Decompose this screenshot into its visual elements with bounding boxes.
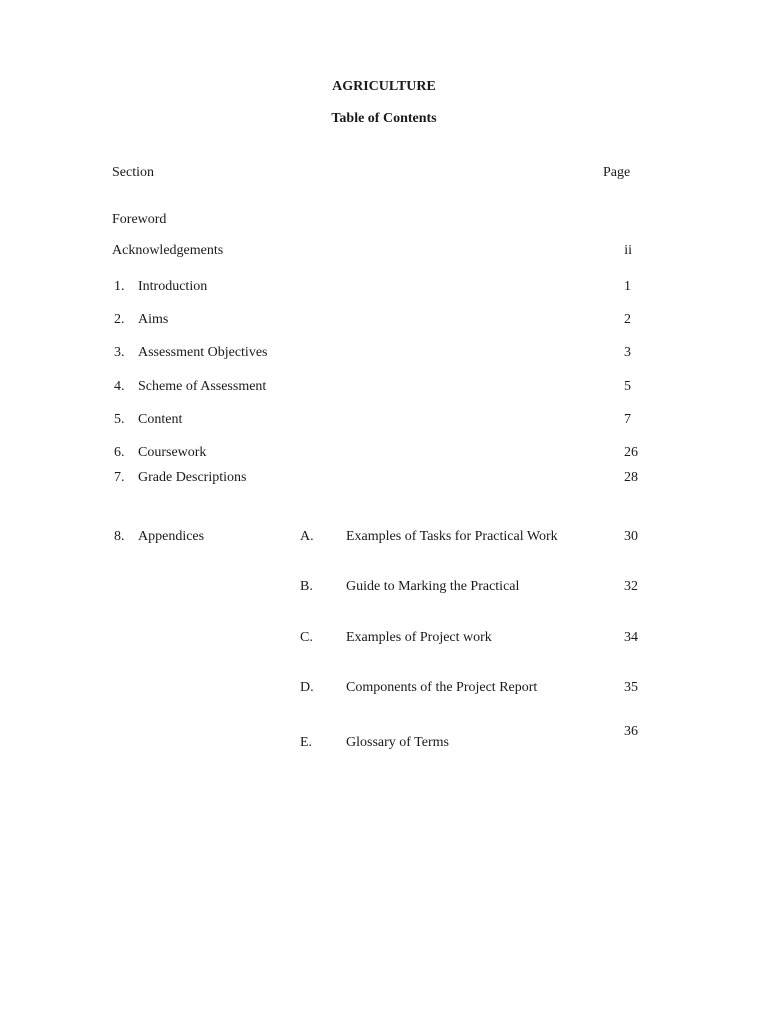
section-column-header: Section [112, 165, 154, 180]
appendix-page-a: 30 [624, 529, 638, 544]
toc-entry-label: Assessment Objectives [138, 345, 268, 360]
appendix-label-a: Examples of Tasks for Practical Work [346, 529, 558, 544]
toc-page-content: 7 [624, 412, 631, 427]
toc-entry-assessment-objectives [114, 344, 267, 362]
toc-entry-appendices [114, 528, 204, 546]
appendix-label-c: Examples of Project work [346, 630, 492, 645]
appendix-page-e: 36 [624, 724, 638, 739]
toc-page-grade-descriptions: 28 [624, 470, 638, 485]
toc-entry-number: 1. [114, 279, 125, 294]
toc-entry-number: 8. [114, 529, 125, 544]
toc-entry-label: Appendices [138, 529, 205, 544]
appendix-page-b: 32 [624, 579, 638, 594]
toc-entry-content [114, 411, 182, 429]
appendix-label-d: Components of the Project Report [346, 680, 538, 695]
toc-entry-label: Grade Descriptions [138, 470, 247, 485]
toc-page-coursework: 26 [624, 445, 638, 460]
toc-page-aims: 2 [624, 312, 631, 327]
appendix-letter-e: E. [300, 735, 313, 750]
toc-page-introduction: 1 [624, 279, 631, 294]
appendix-letter-a: A. [300, 529, 314, 544]
toc-entry-label: Aims [138, 312, 169, 327]
appendix-page-d: 35 [624, 680, 638, 695]
appendix-letter-b: B. [300, 579, 313, 594]
toc-entry-grade-descriptions [114, 469, 246, 487]
appendix-label-b: Guide to Marking the Practical [346, 579, 520, 594]
toc-page-acknowledgements: ii [624, 243, 632, 258]
toc-entry-scheme-of-assessment [114, 378, 266, 396]
toc-entry-label: Content [138, 412, 183, 427]
toc-entry-acknowledgements: Acknowledgements [112, 243, 224, 258]
document-subtitle: Table of Contents [331, 111, 437, 126]
toc-entry-number: 5. [114, 412, 125, 427]
toc-entry-foreword: Foreword [112, 212, 167, 227]
toc-entry-number: 2. [114, 312, 125, 327]
toc-entry-label: Scheme of Assessment [138, 379, 267, 394]
toc-entry-introduction [114, 278, 207, 296]
toc-entry-label: Coursework [138, 445, 207, 460]
toc-page-scheme-of-assessment: 5 [624, 379, 631, 394]
appendix-page-c: 34 [624, 630, 638, 645]
toc-entry-number: 7. [114, 470, 125, 485]
toc-entry-number: 3. [114, 345, 125, 360]
appendix-letter-c: C. [300, 630, 313, 645]
document-title: AGRICULTURE [332, 79, 436, 94]
toc-entry-coursework [114, 444, 206, 462]
appendix-label-e: Glossary of Terms [346, 735, 449, 750]
toc-entry-label: Introduction [138, 279, 208, 294]
appendix-letter-d: D. [300, 680, 314, 695]
toc-entry-aims [114, 311, 168, 329]
toc-entry-number: 6. [114, 445, 125, 460]
toc-entry-number: 4. [114, 379, 125, 394]
page-column-header: Page [603, 165, 631, 180]
toc-page-assessment-objectives: 3 [624, 345, 631, 360]
